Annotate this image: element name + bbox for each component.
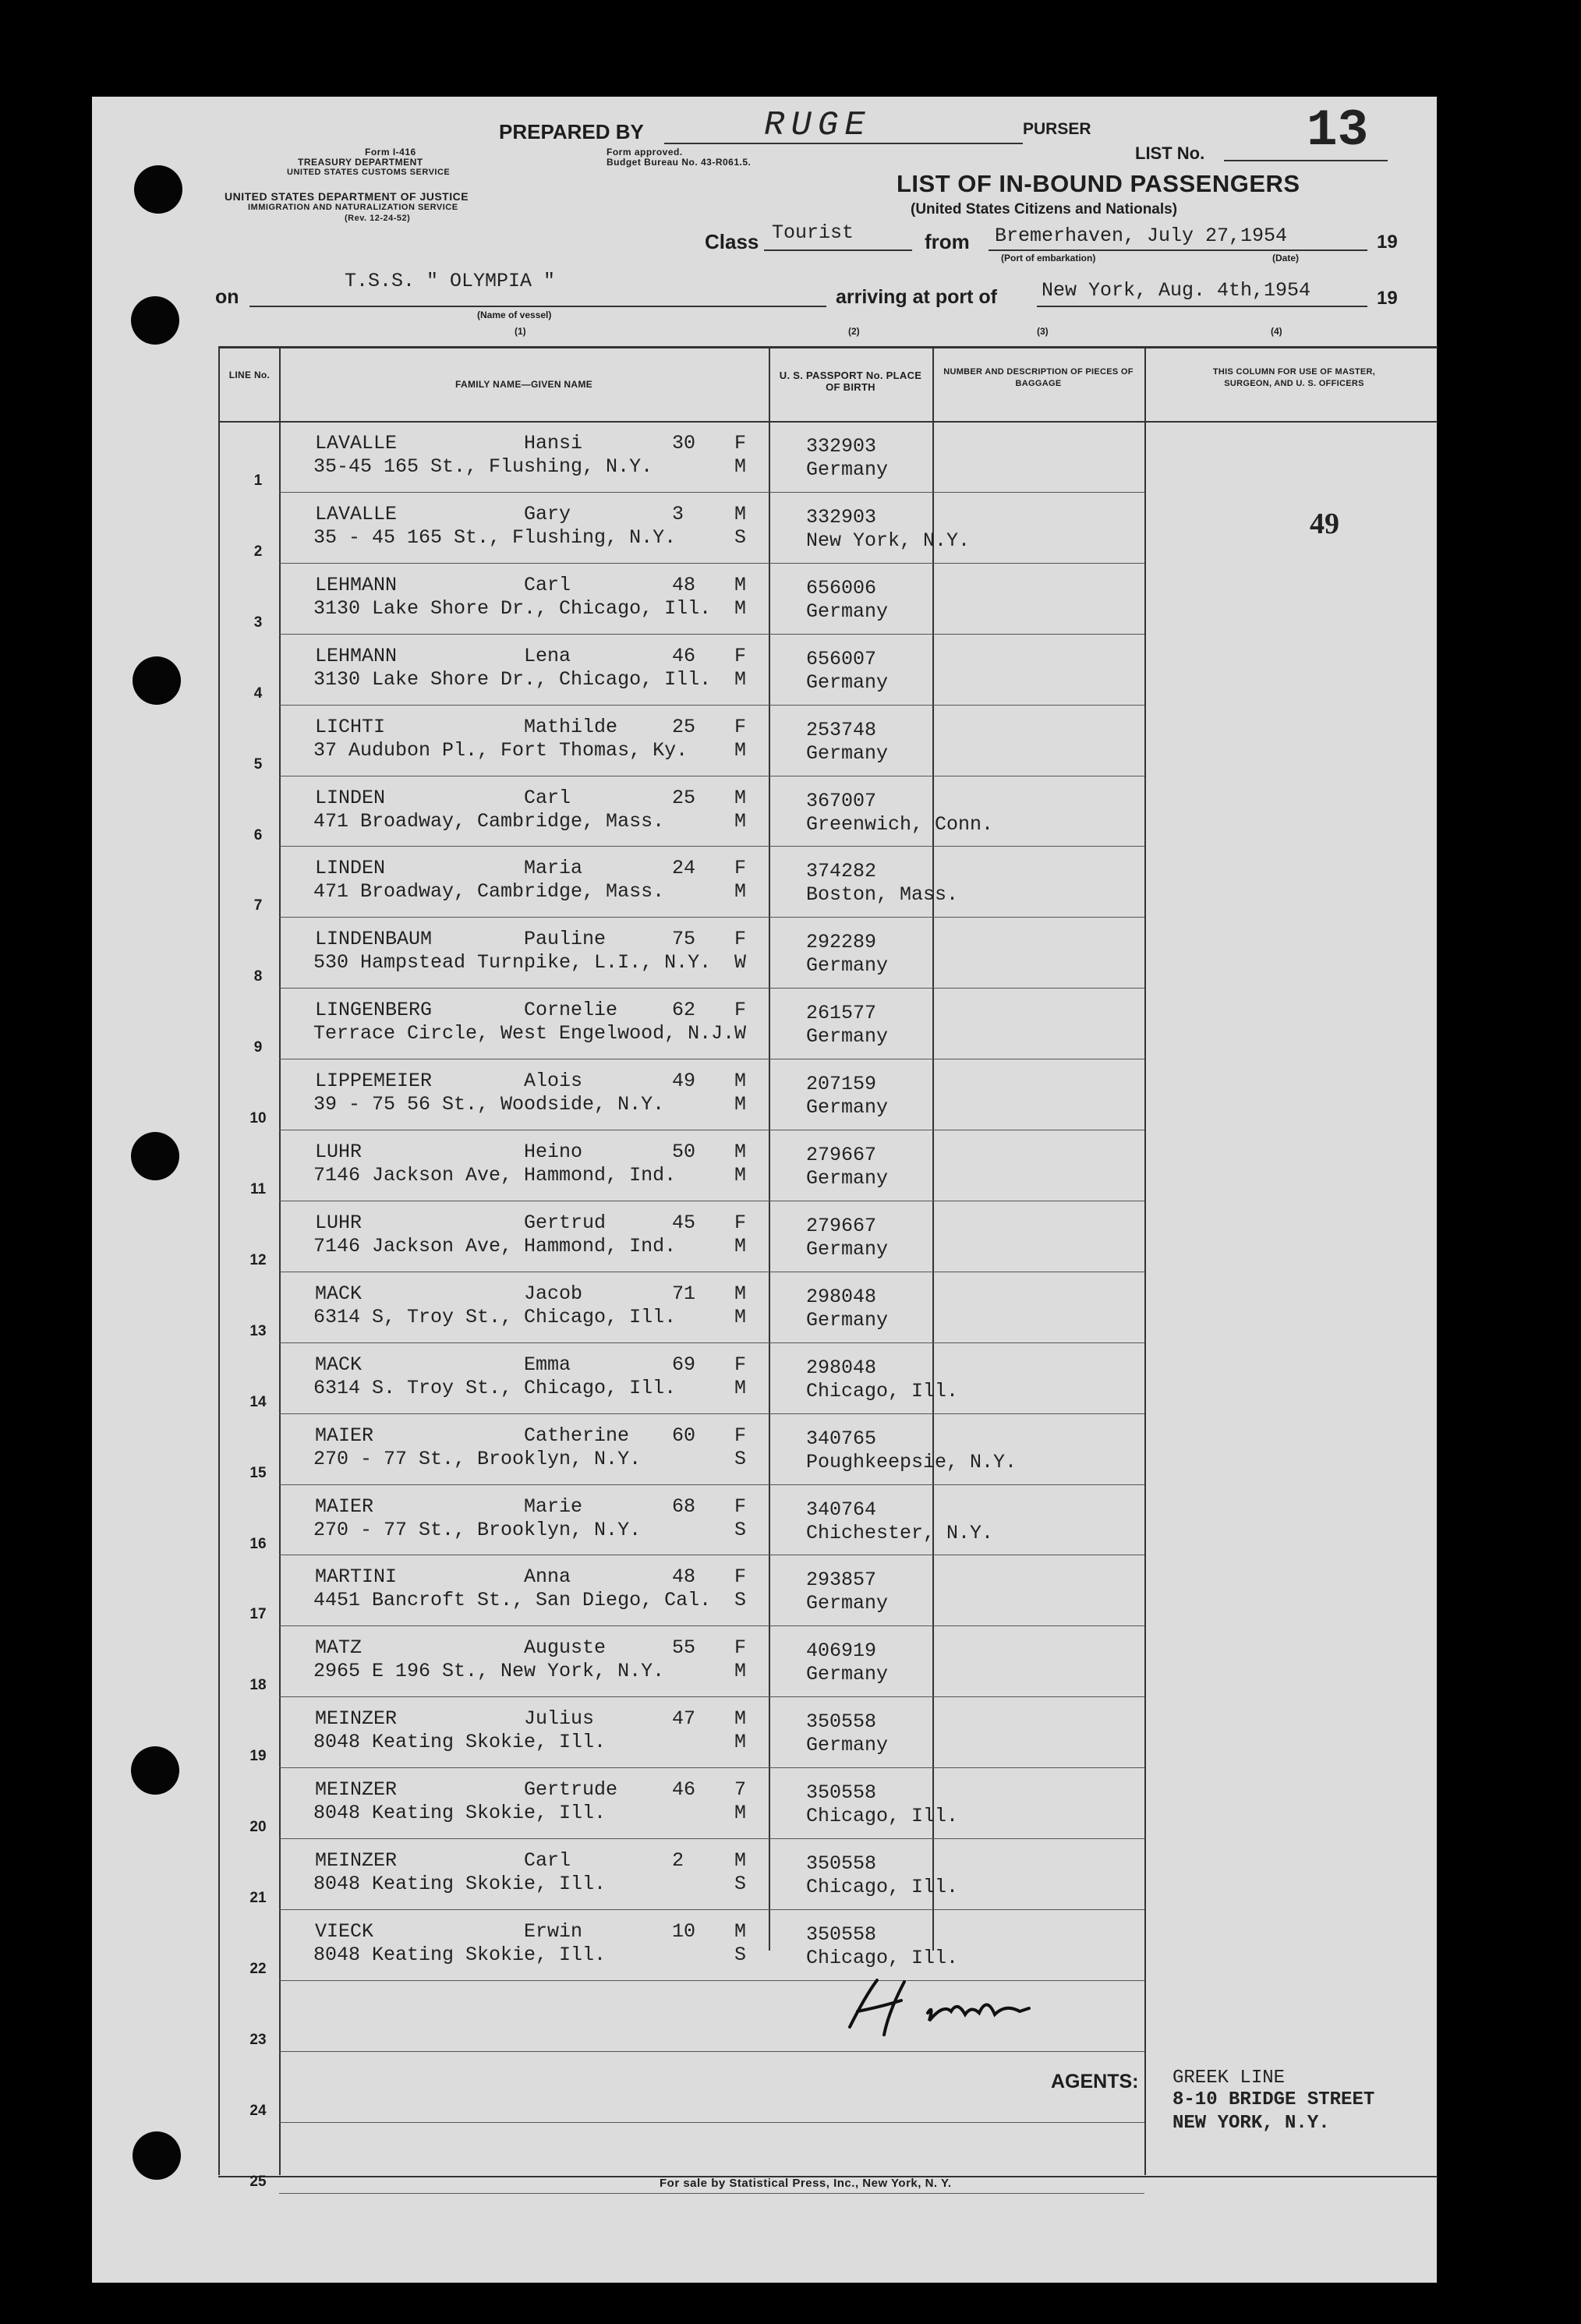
agents-line3: NEW YORK, N.Y. (1172, 2113, 1330, 2134)
sex: F (734, 1211, 747, 1234)
vessel-value: T.S.S. " OLYMPIA " (345, 270, 556, 292)
age: 10 (672, 1919, 696, 1943)
sex: F (734, 1636, 747, 1660)
place-of-birth: Germany (806, 458, 889, 481)
passport-number: 374282 (806, 860, 877, 883)
sex: F (734, 1424, 747, 1447)
arriving-label: arriving at port of (836, 286, 997, 308)
given-name: Gary (524, 502, 571, 525)
form-number: Form I-416 (365, 147, 416, 157)
passport-number: 332903 (806, 505, 877, 529)
age: 30 (672, 432, 696, 455)
passport-number: 293857 (806, 1569, 877, 1592)
home-address: 35-45 165 St., Flushing, N.Y. (313, 455, 653, 478)
row-number: 2 (253, 543, 263, 560)
age: 48 (672, 573, 696, 596)
on-label: on (215, 286, 239, 308)
family-name: LAVALLE (315, 502, 398, 525)
form-revision: (Rev. 12-24-52) (345, 214, 411, 223)
binder-hole-3 (133, 656, 181, 705)
home-address: 8048 Keating Skokie, Ill. (313, 1802, 607, 1825)
row-number: 24 (249, 2102, 267, 2119)
home-address: 270 - 77 St., Brooklyn, N.Y. (313, 1447, 642, 1470)
col-divider-1 (279, 346, 281, 2175)
passport-number: 350558 (806, 1710, 877, 1734)
agents-line2: 8-10 BRIDGE STREET (1172, 2089, 1375, 2110)
family-name: MATZ (315, 1636, 363, 1660)
given-name: Cornelie (524, 999, 618, 1022)
col-header-passport: U. S. PASSPORT No. PLACE OF BIRTH (779, 370, 922, 393)
home-address: 6314 S, Troy St., Chicago, Ill. (313, 1305, 677, 1328)
marital-status: M (734, 1234, 747, 1258)
family-name: LUHR (315, 1141, 363, 1163)
passport-number: 406919 (806, 1640, 877, 1663)
place-of-birth: Germany (806, 1237, 889, 1261)
row-divider (279, 634, 1144, 635)
row-divider (279, 1696, 1144, 1697)
age: 25 (672, 715, 696, 738)
col-divider-3 (932, 346, 934, 1951)
marital-status: M (734, 738, 747, 762)
year-label: 19 (1377, 232, 1398, 253)
class-line (764, 249, 912, 251)
col-divider-2 (769, 346, 770, 1951)
marital-status: W (734, 1022, 747, 1045)
col-header-line-no: LINE No. (228, 370, 271, 380)
row-number: 15 (249, 1464, 267, 1481)
family-name: MEINZER (315, 1849, 398, 1872)
home-address: 37 Audubon Pl., Fort Thomas, Ky. (313, 738, 688, 762)
marital-status: S (734, 1943, 747, 1966)
sex: F (734, 432, 747, 455)
home-address: 35 - 45 165 St., Flushing, N.Y. (313, 525, 677, 549)
place-of-birth: Germany (806, 600, 889, 623)
home-address: 4451 Bancroft St., San Diego, Cal. (313, 1589, 712, 1612)
home-address: 2965 E 196 St., New York, N.Y. (313, 1660, 665, 1683)
sex: F (734, 928, 747, 951)
place-of-birth: Poughkeepsie, N.Y. (806, 1450, 1017, 1473)
col-header-baggage: NUMBER AND DESCRIPTION OF PIECES OF BAGGAGE (943, 367, 1134, 388)
prepared-by-value: RUGE (764, 106, 872, 145)
sex: F (734, 857, 747, 880)
age: 69 (672, 1353, 696, 1376)
place-of-birth: New York, N.Y. (806, 529, 971, 552)
passport-number: 340765 (806, 1427, 877, 1450)
home-address: 7146 Jackson Ave, Hammond, Ind. (313, 1234, 677, 1258)
age: 71 (672, 1282, 696, 1305)
given-name: Anna (524, 1565, 571, 1589)
row-divider (279, 1342, 1144, 1343)
place-of-birth: Germany (806, 1025, 889, 1049)
row-number: 7 (253, 897, 263, 914)
row-divider (279, 2193, 1144, 2194)
row-number: 16 (249, 1535, 267, 1552)
marital-status: M (734, 667, 747, 691)
marital-status: M (734, 1093, 747, 1116)
marital-status: S (734, 1447, 747, 1470)
budget-bureau: Budget Bureau No. 43-R061.5. (607, 157, 752, 168)
row-divider (279, 1838, 1144, 1839)
age: 46 (672, 1778, 696, 1802)
binder-hole-2 (131, 296, 179, 345)
row-divider (279, 1909, 1144, 1910)
place-of-birth: Chichester, N.Y. (806, 1521, 994, 1544)
marital-status: M (734, 596, 747, 620)
row-divider (279, 2122, 1144, 2123)
row-number: 25 (249, 2173, 267, 2190)
given-name: Maria (524, 857, 583, 880)
sex: F (734, 1495, 747, 1518)
given-name: Marie (524, 1495, 583, 1518)
footer-note: For sale by Statistical Press, Inc., New York, N. Y. (660, 2177, 952, 2190)
officer-mark: 49 (1310, 508, 1339, 540)
place-of-birth: Germany (806, 954, 889, 978)
home-address: 471 Broadway, Cambridge, Mass. (313, 880, 665, 904)
agents-line1: GREEK LINE (1172, 2068, 1286, 2089)
place-of-birth: Germany (806, 1308, 889, 1332)
age: 24 (672, 857, 696, 880)
passport-number: 332903 (806, 435, 877, 458)
marital-status: S (734, 1589, 747, 1612)
row-divider (279, 492, 1144, 493)
agents-label: AGENTS: (1051, 2071, 1139, 2092)
age: 55 (672, 1636, 696, 1660)
home-address: 3130 Lake Shore Dr., Chicago, Ill. (313, 596, 712, 620)
place-of-birth: Chicago, Ill. (806, 1876, 959, 1898)
header-bottom-rule (218, 421, 1438, 423)
table-left-border (218, 346, 220, 2175)
family-name: MEINZER (315, 1778, 398, 1802)
given-name: Carl (524, 786, 571, 809)
marital-status: M (734, 1376, 747, 1399)
marital-status: S (734, 1518, 747, 1541)
row-number: 11 (249, 1181, 267, 1197)
given-name: Mathilde (524, 715, 618, 738)
place-of-birth: Chicago, Ill. (806, 1805, 959, 1828)
family-name: MARTINI (315, 1565, 398, 1589)
given-name: Gertrud (524, 1211, 607, 1234)
place-of-birth: Chicago, Ill. (806, 1946, 959, 1969)
row-number: 10 (249, 1110, 267, 1127)
marital-status: M (734, 1305, 747, 1328)
row-number: 14 (249, 1393, 267, 1410)
passport-number: 207159 (806, 1073, 877, 1096)
sex: F (734, 1565, 747, 1589)
age: 62 (672, 999, 696, 1022)
row-number: 1 (253, 472, 263, 489)
row-number: 21 (249, 1890, 267, 1906)
row-number: 9 (253, 1039, 263, 1056)
row-number: 19 (249, 1748, 267, 1765)
given-name: Erwin (524, 1919, 583, 1943)
row-number: 6 (253, 826, 263, 844)
row-divider (279, 1484, 1144, 1485)
age: 2 (672, 1849, 684, 1872)
binder-hole-4 (131, 1132, 179, 1180)
passport-number: 298048 (806, 1285, 877, 1308)
marital-status: M (734, 1731, 747, 1754)
age: 25 (672, 786, 696, 809)
row-divider (279, 1767, 1144, 1768)
sex: F (734, 644, 747, 667)
list-no-label: LIST No. (1135, 143, 1205, 163)
place-of-birth: Greenwich, Conn. (806, 812, 994, 836)
page-title: LIST OF IN-BOUND PASSENGERS (897, 170, 1300, 197)
home-address: 39 - 75 56 St., Woodside, N.Y. (313, 1093, 665, 1116)
customs-service: UNITED STATES CUSTOMS SERVICE (287, 168, 451, 177)
given-name: Emma (524, 1353, 571, 1376)
family-name: LINGENBERG (315, 999, 433, 1022)
age: 75 (672, 928, 696, 951)
age: 48 (672, 1565, 696, 1589)
home-address: 8048 Keating Skokie, Ill. (313, 1873, 607, 1895)
col-num-2: (2) (848, 326, 860, 337)
home-address: 3130 Lake Shore Dr., Chicago, Ill. (313, 667, 712, 691)
col-num-4: (4) (1271, 326, 1282, 337)
family-name: LIPPEMEIER (315, 1070, 433, 1093)
binder-hole-1 (134, 165, 182, 214)
passport-number: 350558 (806, 1781, 877, 1805)
given-name: Gertrude (524, 1778, 618, 1802)
dept-justice: UNITED STATES DEPARTMENT OF JUSTICE (225, 190, 469, 203)
given-name: Lena (524, 644, 571, 667)
row-number: 3 (253, 614, 263, 631)
sex: M (734, 1919, 747, 1943)
family-name: MAIER (315, 1495, 374, 1518)
marital-status: S (734, 525, 747, 549)
binder-hole-5 (131, 1746, 179, 1795)
age: 68 (672, 1495, 696, 1518)
place-of-birth: Germany (806, 1734, 889, 1757)
port-embarkation-note: (Port of embarkation) (1001, 253, 1096, 264)
passport-number: 656007 (806, 647, 877, 670)
given-name: Auguste (524, 1636, 607, 1660)
row-divider (279, 917, 1144, 918)
passport-number: 253748 (806, 718, 877, 741)
row-number: 13 (249, 1322, 267, 1339)
row-number: 23 (249, 2031, 267, 2048)
place-of-birth: Germany (806, 741, 889, 765)
place-of-birth: Germany (806, 1167, 889, 1190)
sex: 7 (734, 1778, 747, 1802)
sex: F (734, 1353, 747, 1376)
family-name: LEHMANN (315, 644, 398, 667)
purser-label: PURSER (1023, 120, 1091, 138)
signature (834, 1972, 1068, 2043)
row-number: 5 (253, 755, 263, 773)
form-approved: Form approved. (607, 147, 683, 157)
home-address: 6314 S. Troy St., Chicago, Ill. (313, 1376, 677, 1399)
binder-hole-6 (133, 2131, 181, 2180)
age: 47 (672, 1707, 696, 1731)
col-num-1: (1) (515, 326, 526, 337)
sex: F (734, 715, 747, 738)
row-divider (279, 705, 1144, 706)
passport-number: 350558 (806, 1852, 877, 1875)
given-name: Carl (524, 1849, 571, 1872)
family-name: MEINZER (315, 1707, 398, 1731)
row-number: 12 (249, 1251, 267, 1268)
prepared-by-label: PREPARED BY (499, 120, 644, 143)
sex: M (734, 1849, 747, 1872)
marital-status: M (734, 1660, 747, 1683)
given-name: Hansi (524, 432, 583, 455)
passport-number: 279667 (806, 1214, 877, 1237)
col-num-3: (3) (1037, 326, 1049, 337)
marital-status: M (734, 809, 747, 833)
list-no-value: 13 (1307, 101, 1369, 160)
place-of-birth: Germany (806, 1096, 889, 1120)
place-of-birth: Germany (806, 1592, 889, 1615)
date-note: (Date) (1272, 253, 1300, 264)
marital-status: W (734, 951, 747, 975)
marital-status: M (734, 1164, 747, 1187)
family-name: MACK (315, 1353, 363, 1376)
class-label: Class (705, 230, 759, 253)
age: 60 (672, 1424, 696, 1447)
family-name: LINDEN (315, 786, 386, 809)
vessel-line (249, 306, 826, 307)
from-value: Bremerhaven, July 27,1954 (995, 225, 1288, 247)
home-address: 471 Broadway, Cambridge, Mass. (313, 809, 665, 833)
col-divider-4 (1144, 346, 1146, 2175)
given-name: Carl (524, 573, 571, 596)
family-name: LINDENBAUM (315, 928, 433, 951)
home-address: 7146 Jackson Ave, Hammond, Ind. (313, 1164, 677, 1187)
home-address: Terrace Circle, West Engelwood, N.J. (313, 1022, 735, 1045)
family-name: LAVALLE (315, 432, 398, 455)
page-subtitle: (United States Citizens and Nationals) (911, 201, 1178, 218)
row-divider (279, 1625, 1144, 1626)
row-divider (279, 1413, 1144, 1414)
passport-number: 656006 (806, 576, 877, 600)
age: 3 (672, 502, 684, 525)
col-header-officers: THIS COLUMN FOR USE OF MASTER, SURGEON, AND U. S. OFFICERS (1212, 367, 1376, 388)
place-of-birth: Boston, Mass. (806, 883, 959, 907)
treasury-dept: TREASURY DEPARTMENT (298, 157, 423, 168)
family-name: MAIER (315, 1424, 374, 1447)
row-number: 4 (253, 684, 263, 702)
from-line (989, 249, 1367, 251)
passport-number: 340764 (806, 1498, 877, 1521)
family-name: LUHR (315, 1211, 363, 1234)
marital-status: S (734, 1873, 747, 1895)
passport-number: 367007 (806, 789, 877, 812)
row-number: 8 (253, 968, 263, 985)
age: 45 (672, 1211, 696, 1234)
given-name: Pauline (524, 928, 607, 951)
home-address: 8048 Keating Skokie, Ill. (313, 1731, 607, 1754)
given-name: Jacob (524, 1282, 583, 1305)
immigration-service: IMMIGRATION AND NATURALIZATION SERVICE (248, 203, 458, 212)
row-number: 22 (249, 1960, 267, 1977)
place-of-birth: Germany (806, 670, 889, 694)
given-name: Heino (524, 1141, 583, 1163)
arrival-line (1037, 306, 1367, 307)
sex: M (734, 502, 747, 525)
place-of-birth: Germany (806, 1663, 889, 1686)
sex: M (734, 1070, 747, 1093)
passport-number: 261577 (806, 1002, 877, 1025)
age: 50 (672, 1141, 696, 1163)
col-header-name: FAMILY NAME—GIVEN NAME (455, 379, 592, 390)
class-value: Tourist (772, 221, 854, 244)
row-number: 18 (249, 1677, 267, 1694)
list-no-line (1224, 160, 1388, 161)
given-name: Julius (524, 1707, 595, 1731)
from-label: from (925, 230, 970, 253)
sex: M (734, 573, 747, 596)
passport-number: 279667 (806, 1144, 877, 1166)
family-name: VIECK (315, 1919, 374, 1943)
age: 46 (672, 644, 696, 667)
home-address: 530 Hampstead Turnpike, L.I., N.Y. (313, 951, 712, 975)
passport-number: 298048 (806, 1356, 877, 1379)
row-number: 20 (249, 1819, 267, 1836)
family-name: MACK (315, 1282, 363, 1305)
marital-status: M (734, 1802, 747, 1825)
home-address: 270 - 77 St., Brooklyn, N.Y. (313, 1518, 642, 1541)
given-name: Alois (524, 1070, 583, 1093)
arrival-value: New York, Aug. 4th,1954 (1042, 279, 1311, 302)
sex: F (734, 999, 747, 1022)
given-name: Catherine (524, 1424, 630, 1447)
row-divider (279, 2051, 1144, 2052)
family-name: LINDEN (315, 857, 386, 880)
sex: M (734, 1707, 747, 1731)
marital-status: M (734, 455, 747, 478)
place-of-birth: Chicago, Ill. (806, 1379, 959, 1403)
sex: M (734, 1141, 747, 1163)
row-number: 17 (249, 1606, 267, 1623)
family-name: LICHTI (315, 715, 386, 738)
age: 49 (672, 1070, 696, 1093)
row-divider (279, 846, 1144, 847)
marital-status: M (734, 880, 747, 904)
family-name: LEHMANN (315, 573, 398, 596)
row-divider (279, 563, 1144, 564)
sex: M (734, 786, 747, 809)
sex: M (734, 1282, 747, 1305)
passport-number: 350558 (806, 1923, 877, 1946)
passport-number: 292289 (806, 931, 877, 954)
home-address: 8048 Keating Skokie, Ill. (313, 1943, 607, 1966)
year-label-2: 19 (1377, 288, 1398, 309)
row-divider (279, 988, 1144, 989)
vessel-note: (Name of vessel) (477, 310, 552, 320)
